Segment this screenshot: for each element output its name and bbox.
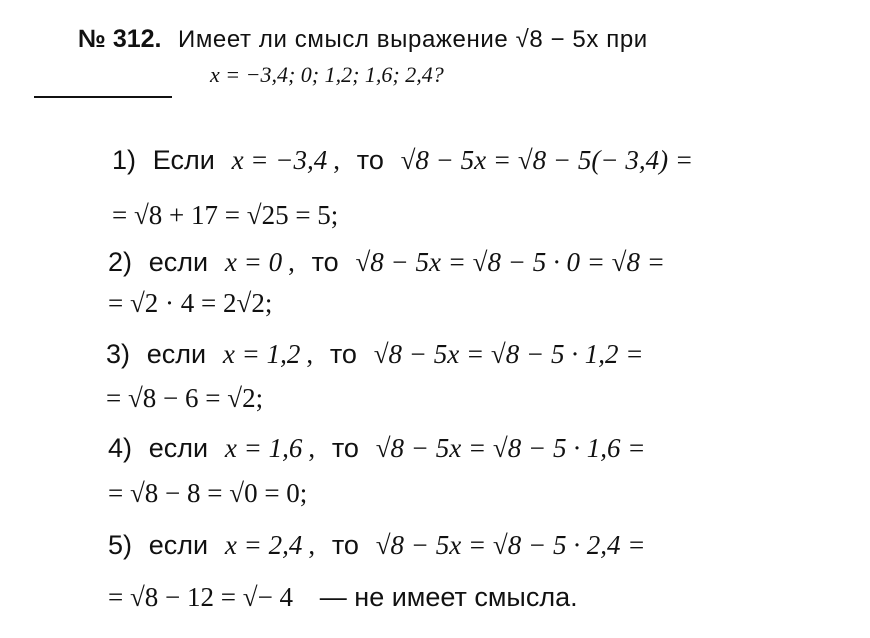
step-expression: √8 − 5x = √8 − 5 · 0 = √8 =	[355, 247, 665, 277]
step-label: 5)	[108, 530, 133, 560]
step-conclusion: — не имеет смысла.	[319, 582, 578, 612]
step-word: если	[146, 339, 207, 369]
step-3: 3) если x = 1,2 , то √8 − 5x = √8 − 5 · 1,2 =	[106, 339, 644, 369]
step-word: если	[148, 247, 209, 277]
step-condition: x = 0	[224, 247, 283, 277]
step-word: если	[148, 433, 209, 463]
step-1: 1) Если x = −3,4 , то √8 − 5x = √8 − 5(− 3,4) =	[112, 145, 694, 175]
step-3-continuation: = √8 − 6 = √2;	[106, 383, 264, 413]
problem-number: № 312.	[78, 25, 162, 53]
step-to: то	[331, 530, 359, 560]
step-condition: x = 1,2	[222, 339, 301, 369]
problem-title	[78, 26, 648, 52]
problem-question: Имеет ли смысл выражение √8 − 5x при	[177, 26, 648, 53]
step-to: то	[311, 247, 339, 277]
step-5-continuation	[108, 584, 578, 611]
step-expression: √8 − 5x = √8 − 5(− 3,4) =	[400, 145, 694, 175]
step-2: 2) если x = 0 , то √8 − 5x = √8 − 5 · 0 = √8 =	[108, 247, 665, 277]
step-expression: √8 − 5x = √8 − 5 · 1,2 =	[373, 339, 644, 369]
step-continuation-math: = √8 − 12 = √− 4	[108, 582, 294, 612]
step-to: то	[329, 339, 357, 369]
step-word: Если	[152, 145, 215, 175]
step-4-continuation: = √8 − 8 = √0 = 0;	[108, 478, 308, 508]
step-expression: √8 − 5x = √8 − 5 · 2,4 =	[375, 530, 646, 560]
step-2-continuation: = √2 · 4 = 2√2;	[108, 288, 273, 318]
step-label: 4)	[108, 433, 133, 463]
step-label: 1)	[112, 145, 137, 175]
step-4: 4) если x = 1,6 , то √8 − 5x = √8 − 5 · 1,6 =	[108, 433, 646, 463]
problem-values: x = −3,4; 0; 1,2; 1,6; 2,4?	[210, 62, 444, 87]
step-label: 2)	[108, 247, 133, 277]
step-label: 3)	[106, 339, 131, 369]
separator-rule	[34, 96, 172, 98]
step-word: если	[148, 530, 209, 560]
step-5: 5) если x = 2,4 , то √8 − 5x = √8 − 5 · 2,4 =	[108, 530, 646, 560]
step-condition: x = −3,4	[231, 145, 328, 175]
step-condition: x = 2,4	[224, 530, 303, 560]
step-expression: √8 − 5x = √8 − 5 · 1,6 =	[375, 433, 646, 463]
step-to: то	[331, 433, 359, 463]
step-condition: x = 1,6	[224, 433, 303, 463]
step-1-continuation: = √8 + 17 = √25 = 5;	[112, 200, 339, 230]
step-to: то	[356, 145, 384, 175]
